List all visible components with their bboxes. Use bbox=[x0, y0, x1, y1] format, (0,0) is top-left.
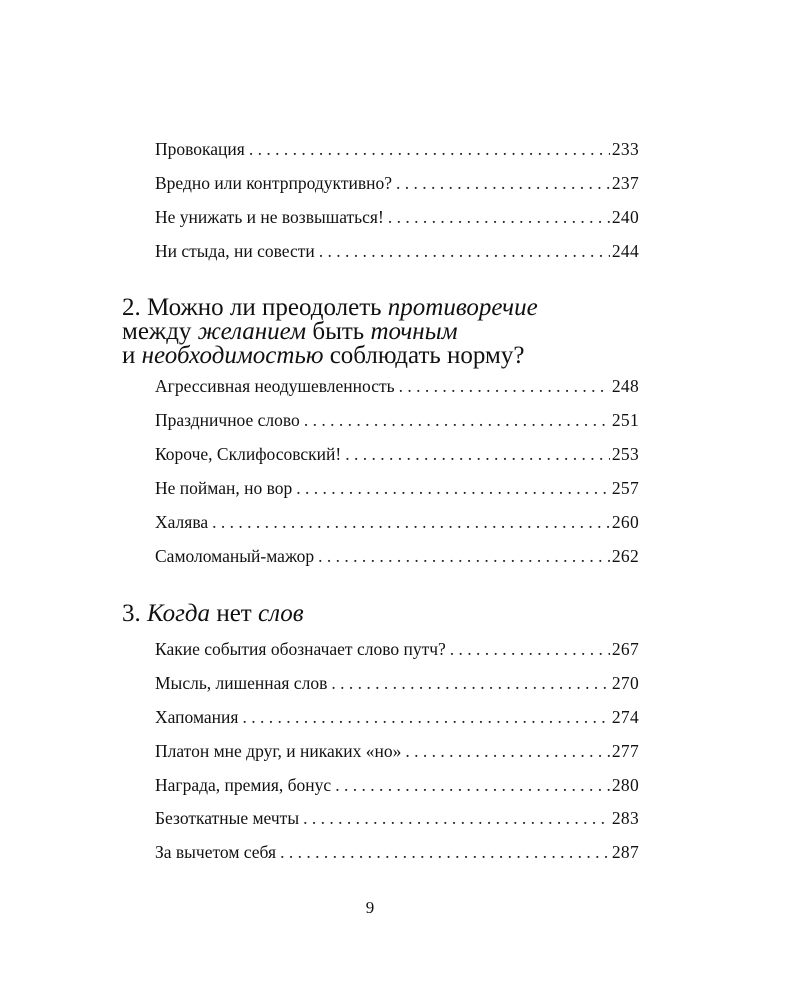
dot-leader bbox=[249, 138, 610, 160]
toc-entry-page: 253 bbox=[611, 444, 639, 464]
toc-entry bbox=[155, 841, 639, 863]
toc-entry-page: 244 bbox=[611, 241, 639, 261]
dot-leader bbox=[303, 807, 610, 829]
toc-entry-page: 251 bbox=[611, 410, 639, 430]
toc-entry-title: Халява bbox=[155, 512, 209, 532]
section-heading-line bbox=[122, 344, 662, 368]
toc-entry-title: Не пойман, но вор bbox=[155, 478, 293, 498]
toc-entry-page: 257 bbox=[611, 478, 639, 498]
dot-leader bbox=[405, 740, 609, 762]
section-heading-line bbox=[122, 296, 662, 320]
toc-entry-page: 240 bbox=[611, 207, 639, 227]
dot-leader bbox=[304, 409, 610, 431]
toc-entry-title: Ни стыда, ни совести bbox=[155, 241, 315, 261]
heading-text: соблюдать норму? bbox=[329, 342, 525, 369]
section-heading-line bbox=[122, 602, 662, 626]
toc-entry-title: Провокация bbox=[155, 139, 245, 159]
toc-entry bbox=[155, 443, 639, 465]
toc-entry-title: Самоломаный-мажор bbox=[155, 546, 315, 566]
toc-entry-title: Какие события обозначает слово путч? bbox=[155, 639, 446, 659]
section-number: 3. bbox=[122, 600, 141, 627]
toc-entry bbox=[155, 740, 639, 762]
toc-entry-title: Платон мне друг, и никаких «но» bbox=[155, 741, 402, 761]
toc-entry-title: Праздничное слово bbox=[155, 410, 300, 430]
toc-entry-page: 287 bbox=[611, 842, 639, 862]
heading-text-italic: точным bbox=[370, 318, 458, 345]
dot-leader bbox=[399, 375, 610, 397]
heading-text-italic: слов bbox=[257, 600, 304, 627]
dot-leader bbox=[212, 511, 610, 533]
dot-leader bbox=[318, 545, 610, 567]
toc-entry-page: 260 bbox=[611, 512, 639, 532]
dot-leader bbox=[396, 172, 610, 194]
heading-text: между bbox=[122, 318, 192, 345]
dot-leader bbox=[280, 841, 610, 863]
section-heading bbox=[122, 602, 662, 626]
toc-entry-page: 262 bbox=[611, 546, 639, 566]
toc-entry bbox=[155, 774, 639, 796]
toc-entry-page: 274 bbox=[611, 707, 639, 727]
toc-entry bbox=[155, 240, 639, 262]
toc-entry bbox=[155, 172, 639, 194]
heading-text: Можно ли преодолеть bbox=[147, 294, 382, 321]
toc-entry-title: Мысль, лишенная слов bbox=[155, 673, 328, 693]
dot-leader bbox=[331, 672, 610, 694]
toc-entry-title: Хапомания bbox=[155, 707, 239, 727]
toc-entry bbox=[155, 409, 639, 431]
dot-leader bbox=[345, 443, 610, 465]
page-number: 9 bbox=[365, 898, 375, 917]
heading-text-italic: желанием bbox=[197, 318, 307, 345]
toc-entry-page: 283 bbox=[611, 808, 639, 828]
toc-entry bbox=[155, 375, 639, 397]
dot-leader bbox=[388, 206, 610, 228]
heading-text-italic: противоречие bbox=[387, 294, 538, 321]
toc-entry-page: 270 bbox=[611, 673, 639, 693]
section-number: 2. bbox=[122, 294, 141, 321]
dot-leader bbox=[242, 706, 609, 728]
dot-leader bbox=[319, 240, 610, 262]
toc-entry-page: 248 bbox=[611, 376, 639, 396]
toc-entry bbox=[155, 672, 639, 694]
heading-text-italic: Когда bbox=[147, 600, 211, 627]
section-heading bbox=[122, 296, 662, 368]
toc-entry-page: 233 bbox=[611, 139, 639, 159]
toc-entry-page: 277 bbox=[611, 741, 639, 761]
toc-entry-title: Не унижать и не возвышаться! bbox=[155, 207, 384, 227]
toc-entry bbox=[155, 206, 639, 228]
heading-text: и bbox=[122, 342, 136, 369]
heading-text: нет bbox=[216, 600, 252, 627]
dot-leader bbox=[450, 638, 610, 660]
toc-entry-page: 237 bbox=[611, 173, 639, 193]
toc-entry-title: Вредно или контрпродуктивно? bbox=[155, 173, 392, 193]
toc-entry-page: 280 bbox=[611, 775, 639, 795]
toc-entry-title: Награда, премия, бонус bbox=[155, 775, 332, 795]
toc-entry bbox=[155, 545, 639, 567]
heading-text-italic: необходимостью bbox=[141, 342, 324, 369]
toc-entry-title: Короче, Склифосовский! bbox=[155, 444, 342, 464]
dot-leader bbox=[335, 774, 610, 796]
section-heading-line bbox=[122, 320, 662, 344]
toc-entry bbox=[155, 706, 639, 728]
toc-entry-title: Безоткатные мечты bbox=[155, 808, 300, 828]
toc-entry-title: Агрессивная неодушевленность bbox=[155, 376, 395, 396]
toc-entry bbox=[155, 511, 639, 533]
toc-entry bbox=[155, 138, 639, 160]
toc-entry-page: 267 bbox=[611, 639, 639, 659]
toc-entry bbox=[155, 477, 639, 499]
toc-entry bbox=[155, 807, 639, 829]
dot-leader bbox=[296, 477, 610, 499]
heading-text: быть bbox=[312, 318, 365, 345]
toc-entry-title: За вычетом себя bbox=[155, 842, 277, 862]
toc-entry bbox=[155, 638, 639, 660]
